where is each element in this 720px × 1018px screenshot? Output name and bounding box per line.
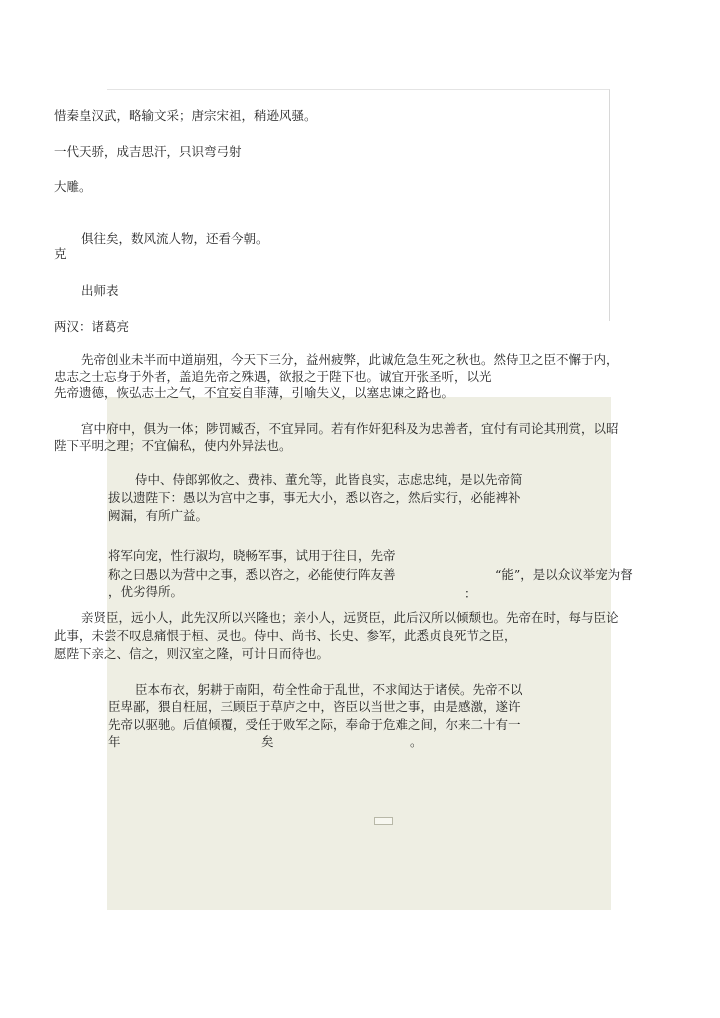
paragraph-1-line-3: 先帝遗德，恢弘志士之气，不宜妄自菲薄，引喻失义，以塞忠谏之路也。 [54, 385, 455, 400]
paragraph-4-line-1: 将军向宠，性行淑均，晓畅军事，试用于往日，先帝 [108, 548, 396, 563]
page-marker [374, 817, 393, 825]
paragraph-4-line-3: ，优劣得所。 [108, 584, 184, 599]
poem-line-2: 一代天骄，成吉思汗，只识弯弓射 [54, 144, 242, 159]
paragraph-1-line-2: 忠志之士忘身于外者，盖追先帝之殊遇，欲报之于陛下也。诚宜开张圣听，以光 [54, 369, 492, 384]
paragraph-3-line-1: 侍中、侍郎郭攸之、费祎、董允等，此皆良实，志虑忠纯，是以先帝简 [135, 472, 523, 487]
paragraph-1-line-1: 先帝创业未半而中道崩殂，今天下三分，益州疲弊，此诚危急生死之秋也。然侍卫之臣不懈于内， [81, 352, 619, 367]
paragraph-3-line-2: 拔以遗陛下：愚以为宫中之事，事无大小，悉以咨之，然后实行，必能裨补 [108, 490, 521, 505]
paragraph-6-line-2: 臣卑鄙，猥自枉屈，三顾臣于草庐之中，咨臣以当世之事，由是感激，遂许 [108, 699, 521, 714]
poem-line-5: 克 [54, 246, 67, 261]
paragraph-6-line-1: 臣本布衣，躬耕于南阳，苟全性命于乱世，不求闻达于诸侯。先帝不以 [135, 682, 523, 697]
paragraph-2-line-2: 陛下平明之理；不宜偏私，使内外异法也。 [54, 438, 292, 453]
paragraph-4-line-2-right: “能”，是以众议举宠为督 [495, 567, 633, 582]
paragraph-6-line-4-start: 年 [108, 734, 121, 749]
essay-author: 两汉：诸葛亮 [54, 319, 130, 334]
poem-line-4: 俱往矣，数风流人物，还看今朝。 [81, 231, 269, 246]
paragraph-6-line-3: 先帝以驱驰。后值倾覆，受任于败军之际，奉命于危难之间，尔来二十有一 [108, 717, 521, 732]
paragraph-5-line-2: 此事，未尝不叹息痛恨于桓、灵也。侍中、尚书、长史、参军，此悉贞良死节之臣， [54, 628, 517, 643]
paragraph-2-line-1: 宫中府中，俱为一体；陟罚臧否，不宜异同。若有作奸犯科及为忠善者，宜付有司论其刑赏，以昭 [81, 421, 619, 436]
paragraph-4-mark: ： [464, 586, 477, 601]
paragraph-4-line-2: 称之曰愚以为营中之事，悉以咨之，必能使行阵友善 [108, 567, 396, 582]
paragraph-6-line-4-middle: 矣 [261, 734, 274, 749]
paragraph-3-line-3: 阙漏，有所广益。 [108, 508, 209, 523]
poem-line-1: 惜秦皇汉武，略输文采；唐宗宋祖，稍逊风骚。 [54, 108, 317, 123]
paragraph-6-line-4-end: 。 [410, 734, 423, 749]
poem-line-3: 大雕。 [54, 179, 92, 194]
paragraph-5-line-3: 愿陛下亲之、信之，则汉室之隆，可计日而待也。 [54, 646, 330, 661]
paragraph-5-line-1: 亲贤臣，远小人，此先汉所以兴隆也；亲小人，远贤臣，此后汉所以倾颓也。先帝在时，每与臣论 [81, 610, 619, 625]
essay-title: 出师表 [81, 283, 119, 298]
